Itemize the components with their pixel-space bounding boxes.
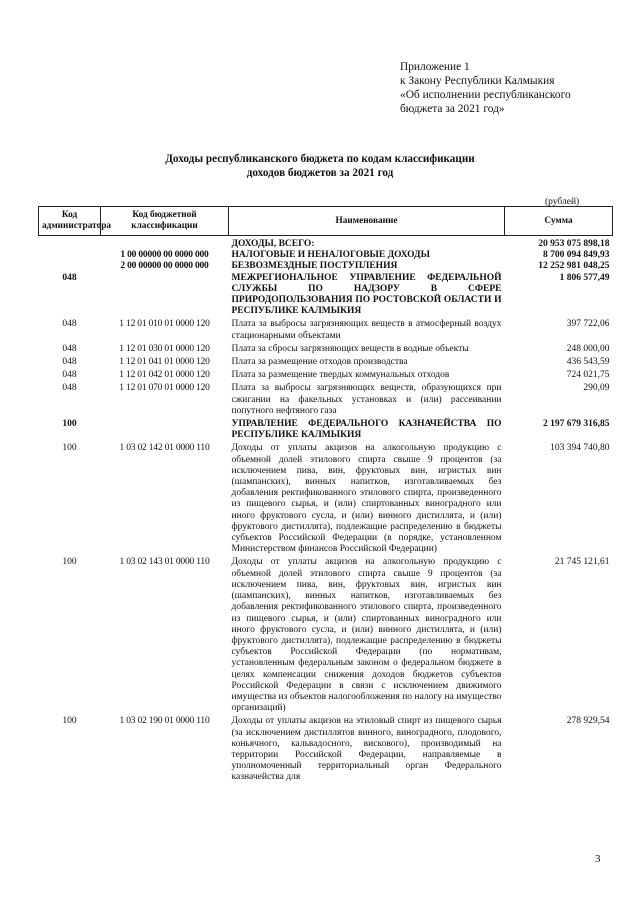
title-line-2: доходов бюджетов за 2021 год — [246, 167, 394, 179]
row-admin-code: 048 — [62, 272, 77, 283]
row-kbk: 1 12 01 070 01 0000 120 — [119, 383, 210, 394]
row-name: Доходы от уплаты акцизов на алкогольную продукцию с объемной долей этилового спирта свыше 9 процентов (за исключением пива, вин, фруктовых вин, игристых вин (шампанских), винных напитков, изготавливаемых без добавления ректификованного этилового спирта, произведенного из пищевого сырья, и (или) спиртованных виноградного или иного фруктового сусла, и (или) винного дистиллята, и (или) фруктового дистиллята), подлежащие распределению в бюджеты субъектов Российской Федерации (в порядке, установленном Министерством финансов Российской Федерации) — [231, 443, 502, 555]
appendix-line-4: бюджета за 2021 год» — [400, 103, 505, 115]
table-row — [39, 714, 613, 783]
table-row — [39, 261, 613, 272]
row-name: Плата за размещение твердых коммунальных отходов — [231, 370, 450, 381]
row-name: Доходы от уплаты акцизов на алкогольную продукцию с объемной долей этилового спирта свыше 9 процентов (за исключением пива, вин, фруктовых вин, игристых вин (шампанских), винных напитков, изготавливаемых без добавления ректификованного этилового спирта, произведенного из пищевого сырья, и (или) спиртованных виноградного или иного фруктового сусла, и (или) винного дистиллята, и (или) фруктового дистиллята), подлежащие распределению в бюджеты субъектов Российской Федерации (по нормативам, установленным федеральным законом о федеральном бюджете в целях компенсации снижения доходов бюджетов субъектов Российской Федерации в связи с исключением движимого имущества из объектов налогообложения по налогу на имущество организаций) — [231, 557, 502, 714]
row-kbk: 1 00 00000 00 0000 000 — [120, 250, 209, 261]
row-sum: 278 929,54 — [566, 716, 610, 727]
table-row — [39, 236, 613, 251]
header-admin-code: Код администратора — [39, 207, 101, 236]
row-admin-code: 048 — [62, 319, 77, 330]
appendix-line-3: «Об исполнении республиканского — [400, 89, 571, 101]
row-admin-code: 100 — [62, 419, 77, 430]
row-sum: 20 953 075 898,18 — [538, 239, 610, 249]
row-name: ДОХОДЫ, ВСЕГО: — [231, 239, 315, 249]
table-row — [39, 342, 613, 355]
row-admin-code — [39, 250, 101, 261]
row-name: Плата за сбросы загрязняющих веществ в водные объекты — [231, 343, 469, 354]
appendix-line-2: к Закону Республики Калмыкия — [400, 75, 555, 87]
row-kbk: 2 00 00000 00 0000 000 — [120, 261, 209, 272]
row-admin-code: 048 — [62, 343, 77, 354]
appendix-line-1: Приложение 1 — [400, 61, 470, 73]
row-sum: 290,09 — [583, 383, 610, 394]
row-sum: 8 700 094 849,93 — [543, 250, 610, 261]
row-name: МЕЖРЕГИОНАЛЬНОЕ УПРАВЛЕНИЕ ФЕДЕРАЛЬНОЙ СЛУЖБЫ ПО НАДЗОРУ В СФЕРЕ ПРИРОДОПОЛЬЗОВАНИЯ ПО РОСТОВСКОЙ ОБЛАСТИ И РЕСПУБЛИКЕ КАЛМЫКИЯ — [231, 272, 502, 317]
table-row — [39, 441, 613, 555]
table-row — [39, 355, 613, 368]
row-admin-code: 048 — [62, 383, 77, 394]
table-row — [39, 368, 613, 381]
row-admin-code: 100 — [62, 443, 77, 454]
row-kbk — [101, 273, 229, 318]
row-admin-code: 100 — [62, 557, 77, 568]
table-row — [39, 381, 613, 417]
row-name: Доходы от уплаты акцизов на этиловый спирт из пищевого сырья (за исключением дистиллятов винного, виноградного, плодового, коньячного, кальвадосного, вискового), производимый на территории Российской Федерации, направляемые в уполномоченный территориальный орган Федерального казначейства для — [231, 716, 502, 783]
row-sum: 12 252 981 048,25 — [538, 261, 610, 272]
row-admin-code: 048 — [62, 357, 77, 368]
row-kbk: 1 03 02 190 01 0000 110 — [119, 716, 210, 727]
row-admin-code — [39, 261, 101, 272]
row-kbk: 1 12 01 041 01 0000 120 — [119, 357, 210, 368]
row-name: Плата за выбросы загрязняющих веществ, образующихся при сжигании на факельных установках и (или) рассеивании попутного нефтяного газа — [231, 383, 502, 416]
revenue-table — [38, 206, 613, 784]
row-kbk — [101, 417, 229, 441]
table-body — [39, 236, 613, 784]
header-kbk: Код бюджетной классификации — [101, 207, 229, 236]
row-admin-code: 048 — [62, 370, 77, 381]
currency-unit: (рублей) — [545, 197, 580, 207]
row-sum: 397 722,06 — [566, 319, 610, 330]
document-title — [60, 152, 580, 180]
row-name: Плата за выбросы загрязняющих веществ в атмосферный воздух стационарными объектами — [231, 319, 502, 341]
table-header-row — [39, 207, 613, 236]
row-name: УПРАВЛЕНИЕ ФЕДЕРАЛЬНОГО КАЗНАЧЕЙСТВА ПО РЕСПУБЛИКЕ КАЛМЫКИЯ — [231, 419, 502, 441]
row-kbk: 1 03 02 143 01 0000 110 — [119, 557, 210, 568]
row-sum: 724 021,75 — [566, 370, 610, 381]
title-line-1: Доходы республиканского бюджета по кодам классификации — [165, 153, 475, 165]
row-kbk: 1 12 01 042 01 0000 120 — [119, 370, 210, 381]
row-kbk: 1 12 01 010 01 0000 120 — [119, 319, 210, 330]
row-sum: 436 543,59 — [566, 357, 610, 368]
row-name: Плата за размещение отходов производства — [231, 357, 408, 368]
header-sum: Сумма — [505, 207, 613, 236]
appendix-block — [400, 60, 620, 116]
row-name: НАЛОГОВЫЕ И НЕНАЛОГОВЫЕ ДОХОДЫ — [231, 250, 430, 261]
page-number: 3 — [595, 853, 601, 865]
row-kbk: 1 03 02 142 01 0000 110 — [119, 443, 210, 454]
row-sum: 1 806 577,49 — [559, 272, 610, 283]
row-admin-code: 100 — [62, 716, 77, 727]
table-row — [39, 250, 613, 261]
table-row — [39, 417, 613, 441]
row-kbk: 1 12 01 030 01 0000 120 — [119, 343, 210, 354]
table-row — [39, 317, 613, 341]
row-kbk — [101, 236, 229, 251]
table-row — [39, 273, 613, 318]
header-name: Наименование — [229, 207, 505, 236]
row-sum: 2 197 679 316,85 — [543, 419, 610, 430]
table-row — [39, 555, 613, 714]
row-sum: 103 394 740,80 — [550, 443, 610, 454]
row-sum: 248 000,00 — [566, 343, 610, 354]
row-sum: 21 745 121,61 — [554, 557, 610, 568]
row-admin-code — [39, 236, 101, 251]
row-name: БЕЗВОЗМЕЗДНЫЕ ПОСТУПЛЕНИЯ — [231, 261, 398, 272]
